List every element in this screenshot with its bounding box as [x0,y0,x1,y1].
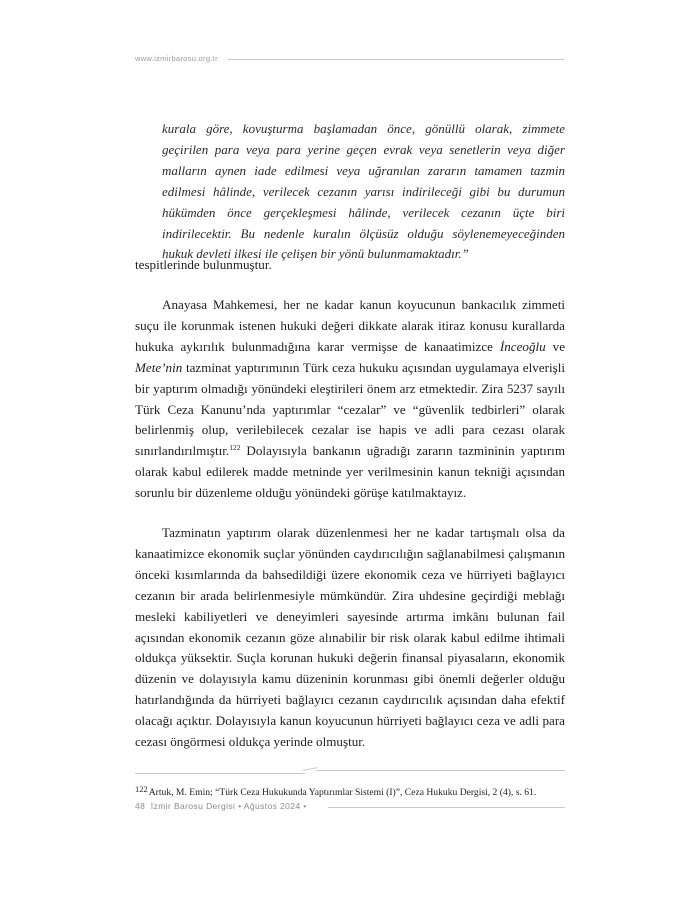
author-name-2: Mete’nin [135,359,183,375]
footnote-divider-slant [303,767,317,771]
paragraph-1-part-2: ve [545,338,565,354]
header-divider [228,59,564,60]
block-quote-text: kurala göre, kovuşturma başlamadan önce, gönüllü olarak, zimmete geçirilen para veya para yerine geçen evrak veya senetlerin veya diğer malların aynen iade edilmesi veya uğranılan zararın tamamen tazmin edilmesi hâlinde, verilecek cezanın yarısı indirileceği gibi bu durumun hükümden önce gerçekleşmesi hâlinde, verilecek cezanın üçte biri indirilecektir. Bu nedenle kuralın ölçüsüz olduğu söylenemeyeceğinden hukuk devleti ilkesi ile çelişen bir yönü bulunmamaktadır.” [162,121,565,262]
footer-divider [328,807,565,808]
page-footer [135,801,307,811]
paragraph-1-part-4: Dolayısıyla bankanın uğradığı zararın tazmininin yaptırım olarak kabul edilerek madde metninde yer verilmesinin kanun tekniği açısından sorunlu bir düzenleme olduğu yönündeki görüşe katılmaktayız. [135,443,565,501]
paragraph-1-part-1: Anayasa Mahkemesi, her ne kadar kanun koyucunun bankacılık zimmeti suçu ile korunmak istenen hukuki değeri dikkate alarak itiraz konusu kurallarda hukuka aykırılık bulunmadığına karar vermişse de kanaatimizce [135,297,565,354]
paragraph-2 [135,523,565,753]
header-url: www.izmirbarosu.org.tr [135,54,218,63]
paragraph-2-text: Tazminatın yaptırım olarak düzenlenmesi her ne kadar tartışmalı olsa da kanaatimizce ekonomik suçlar yönünden caydırıcılığın sağlanabilmesi çalışmanın önceki kısımlarında da bahsedildiği üzere ekonomik ceza ve hürriyeti bağlayıcı cezanın bir arada belirlenmesiyle mümkündür. Zira uhdesine geçirdiği meblağı mesleki kabiliyetleri ve deneyimleri sayesinde artırma imkânı bulunan fail açısından ekonomik cezanın göze alınabilir bir risk olarak kabul edilme ihtimali oldukça yüksektir. Suçla korunan hukuki değerin finansal piyasaların, ekonomik düzenin ve dolayısıyla kamu düzeninin korunması gibi önemli değerler olduğu hatırlandığında da hürriyeti bağlayıcı cezanın caydırıcılık açısından daha efektif olacağı açıktır. Dolayısıyla kanun koyucunun hürriyeti bağlayıcı ceza ve adli para cezası öngörmesi oldukça yerinde olmuştur. [135,525,565,750]
footnote-reference[interactable]: 122 [229,443,241,453]
footnote [135,783,565,799]
footnote-divider-right [316,770,565,771]
footnote-number: 122 [135,784,148,794]
block-quote [162,119,565,265]
paragraph-1-part-3: tazminat yaptırımının Türk ceza hukuku açısından uygulamaya elverişli bir yaptırım olmadığı yönündeki eleştirileri önem arz etmektedir. Zira 5237 sayılı Türk Ceza Kanunu’nda yaptırımlar “cezalar” ve “güvenlik tedbirleri” olarak belirlenmiş olup, verilebilecek cezalar ise hapis ve adli para cezası olarak sınırlandırılmıştır. [135,359,565,459]
paragraph-1-text [135,295,565,504]
quote-continuation-text: tespitlerinde bulunmuştur. [135,257,272,272]
footer-separator-1: • [238,801,242,811]
page-number: 48 [135,801,146,811]
author-name-1: İnceoğlu [499,338,546,354]
footnote-divider-left [135,773,305,774]
footer-separator-2: • [303,801,307,811]
paragraph-1 [135,295,565,504]
quote-continuation [135,255,565,276]
issue-date: Ağustos 2024 [243,801,301,811]
journal-name: İzmir Barosu Dergisi [150,801,236,811]
footnote-text: Artuk, M. Emin; “Türk Ceza Hukukunda Yaptırımlar Sistemi (I)”, Ceza Hukuku Dergisi, 2 (4), s. 61. [148,787,537,798]
